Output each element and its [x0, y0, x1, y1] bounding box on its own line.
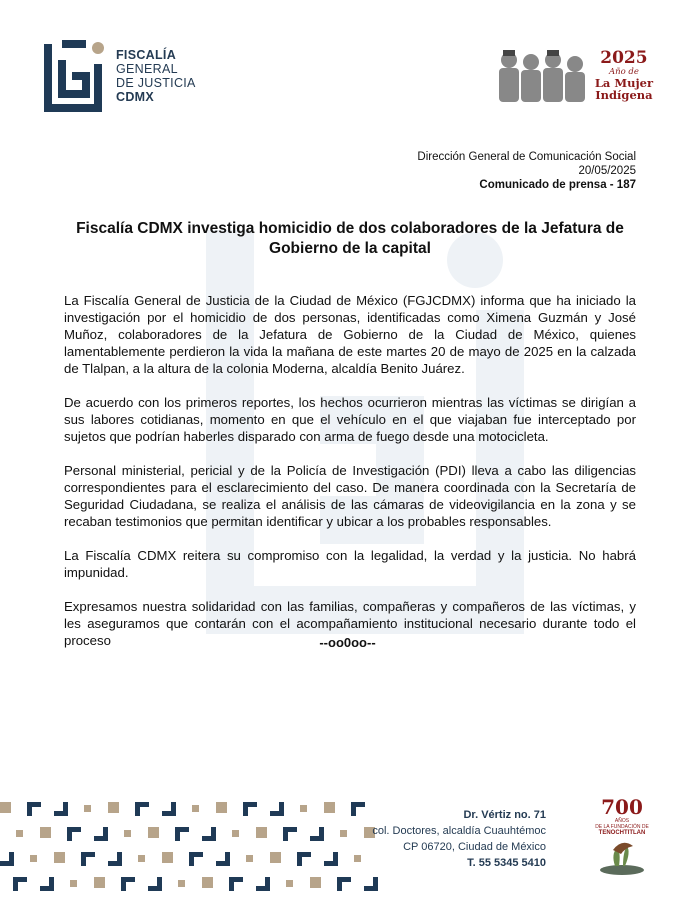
paragraph-3: Personal ministerial, pericial y de la Policía de Investigación (PDI) lleva a cabo las diligencias correspondientes para el esclarecimiento del caso. De manera coordinada con la Secretaría de Seguridad Ciudadana, se realiza el análisis de las cámaras de videovigilancia en la zona y se recaban testimonios que permitan identificar y ubicar a los probables responsables.	[64, 463, 636, 529]
pattern-tile	[202, 827, 216, 841]
pattern-tile	[283, 827, 297, 841]
pattern-tile	[216, 852, 230, 866]
anniversary-number: 700	[601, 795, 643, 819]
fgj-emblem-icon	[40, 38, 106, 114]
pattern-tile	[270, 802, 284, 816]
pattern-tile	[40, 827, 51, 838]
paragraph-5: Expresamos nuestra solidaridad con las familias, compañeras y compañeros de las víctimas, y les aseguramos que contarán con el acompañamiento institucional necesario durante todo el proceso	[64, 599, 636, 648]
pattern-tile	[108, 802, 119, 813]
pattern-tile	[138, 855, 145, 862]
pattern-tile	[364, 877, 378, 891]
eagle-cactus-emblem-icon	[597, 836, 647, 876]
pattern-tile	[256, 827, 267, 838]
pattern-tile	[54, 852, 65, 863]
logo-line-2: GENERAL	[116, 62, 178, 76]
release-number: Comunicado de prensa - 187	[479, 179, 636, 191]
pattern-tile	[324, 802, 335, 813]
closing-mark: --oo0oo--	[319, 635, 376, 650]
pattern-tile	[286, 880, 293, 887]
address-colony: col. Doctores, alcaldía Cuauhtémoc	[372, 825, 546, 837]
pattern-tile	[310, 877, 321, 888]
pattern-tile	[297, 852, 311, 866]
address-street: Dr. Vértiz no. 71	[463, 809, 546, 821]
pattern-tile	[94, 877, 105, 888]
pattern-tile	[351, 802, 365, 816]
release-date: 20/05/2025	[578, 165, 636, 177]
pattern-tile	[270, 852, 281, 863]
pattern-tile	[162, 802, 176, 816]
indigenous-women-portraits-icon	[495, 46, 587, 104]
pattern-tile	[84, 805, 91, 812]
pattern-tile	[229, 877, 243, 891]
pattern-tile	[148, 877, 162, 891]
logo-line-1: FISCALÍA	[116, 48, 177, 62]
pattern-tile	[300, 805, 307, 812]
pattern-tile	[67, 827, 81, 841]
year-badge-line-3: Indígena	[595, 88, 653, 102]
pattern-tile	[135, 802, 149, 816]
pattern-tile	[16, 830, 23, 837]
paragraph-4: La Fiscalía CDMX reitera su compromiso con la legalidad, la verdad y la justicia. No habrá impunidad.	[64, 548, 636, 580]
year-badge-line-2: La Mujer	[594, 76, 653, 90]
logo-line-4: CDMX	[116, 90, 155, 104]
pattern-tile	[0, 802, 11, 813]
pattern-tile	[324, 852, 338, 866]
press-release-title: Fiscalía CDMX investiga homicidio de dos colaboradores de la Jefatura de Gobierno de la capital	[76, 220, 624, 257]
pattern-tile	[189, 852, 203, 866]
paragraph-2: De acuerdo con los primeros reportes, los hechos ocurrieron mientras las víctimas se dirigían a sus labores cotidianas, momento en que el vehículo en el que viajaban fue interceptado por sujetos que podrían haberles disparado con arma de fuego desde una motocicleta.	[64, 395, 636, 444]
footer-pattern-icon	[0, 802, 380, 900]
press-release-body	[64, 292, 636, 666]
pattern-tile	[148, 827, 159, 838]
year-badge-year: 2025	[600, 48, 648, 68]
pattern-tile	[354, 855, 361, 862]
pattern-tile	[30, 855, 37, 862]
tenochtitlan-anniversary-badge	[587, 796, 657, 881]
paragraph-1: La Fiscalía General de Justicia de la Ciudad de México (FGJCDMX) informa que ha iniciado la investigación por el homicidio de dos personas, identificadas como Ximena Guzmán y José Muñoz, colaboradores de la Jefatura de Gobierno de la Ciudad de México, quienes lamentablemente perdieron la vida la mañana de este martes 20 de mayo de 2025 en la calzada de Tlalpan, a la altura de la colonia Moderna, alcaldía Benito Juárez.	[64, 293, 636, 376]
pattern-tile	[175, 827, 189, 841]
fgj-logo	[40, 38, 196, 114]
anniversary-line-3: TENOCHTITLAN	[598, 830, 646, 836]
pattern-tile	[340, 830, 347, 837]
pattern-tile	[337, 877, 351, 891]
pattern-tile	[232, 830, 239, 837]
anniversary-line-1: AÑOS	[614, 818, 630, 824]
pattern-tile	[162, 852, 173, 863]
pattern-tile	[178, 880, 185, 887]
pattern-tile	[256, 877, 270, 891]
logo-text	[116, 48, 196, 104]
year-badge-text	[595, 49, 653, 101]
pattern-tile	[192, 805, 199, 812]
logo-line-3: DE JUSTICIA	[116, 76, 196, 90]
pattern-tile	[202, 877, 213, 888]
pattern-tile	[0, 852, 14, 866]
pattern-tile	[81, 852, 95, 866]
pattern-tile	[70, 880, 77, 887]
header-meta	[417, 150, 636, 192]
pattern-tile	[246, 855, 253, 862]
department: Dirección General de Comunicación Social	[417, 151, 636, 163]
anniversary-line-2: DE LA FUNDACIÓN DE	[595, 824, 649, 830]
pattern-tile	[310, 827, 324, 841]
pattern-tile	[54, 802, 68, 816]
pattern-tile	[27, 802, 41, 816]
pattern-tile	[94, 827, 108, 841]
footer-address	[372, 807, 546, 871]
address-postal: CP 06720, Ciudad de México	[403, 841, 546, 853]
pattern-tile	[121, 877, 135, 891]
year-badge-line-1: Año de	[608, 67, 639, 77]
pattern-tile	[13, 877, 27, 891]
year-badge	[495, 46, 653, 104]
pattern-tile	[124, 830, 131, 837]
pattern-tile	[108, 852, 122, 866]
pattern-tile	[40, 877, 54, 891]
pattern-tile	[243, 802, 257, 816]
pattern-tile	[216, 802, 227, 813]
address-phone: T. 55 5345 5410	[467, 857, 546, 869]
